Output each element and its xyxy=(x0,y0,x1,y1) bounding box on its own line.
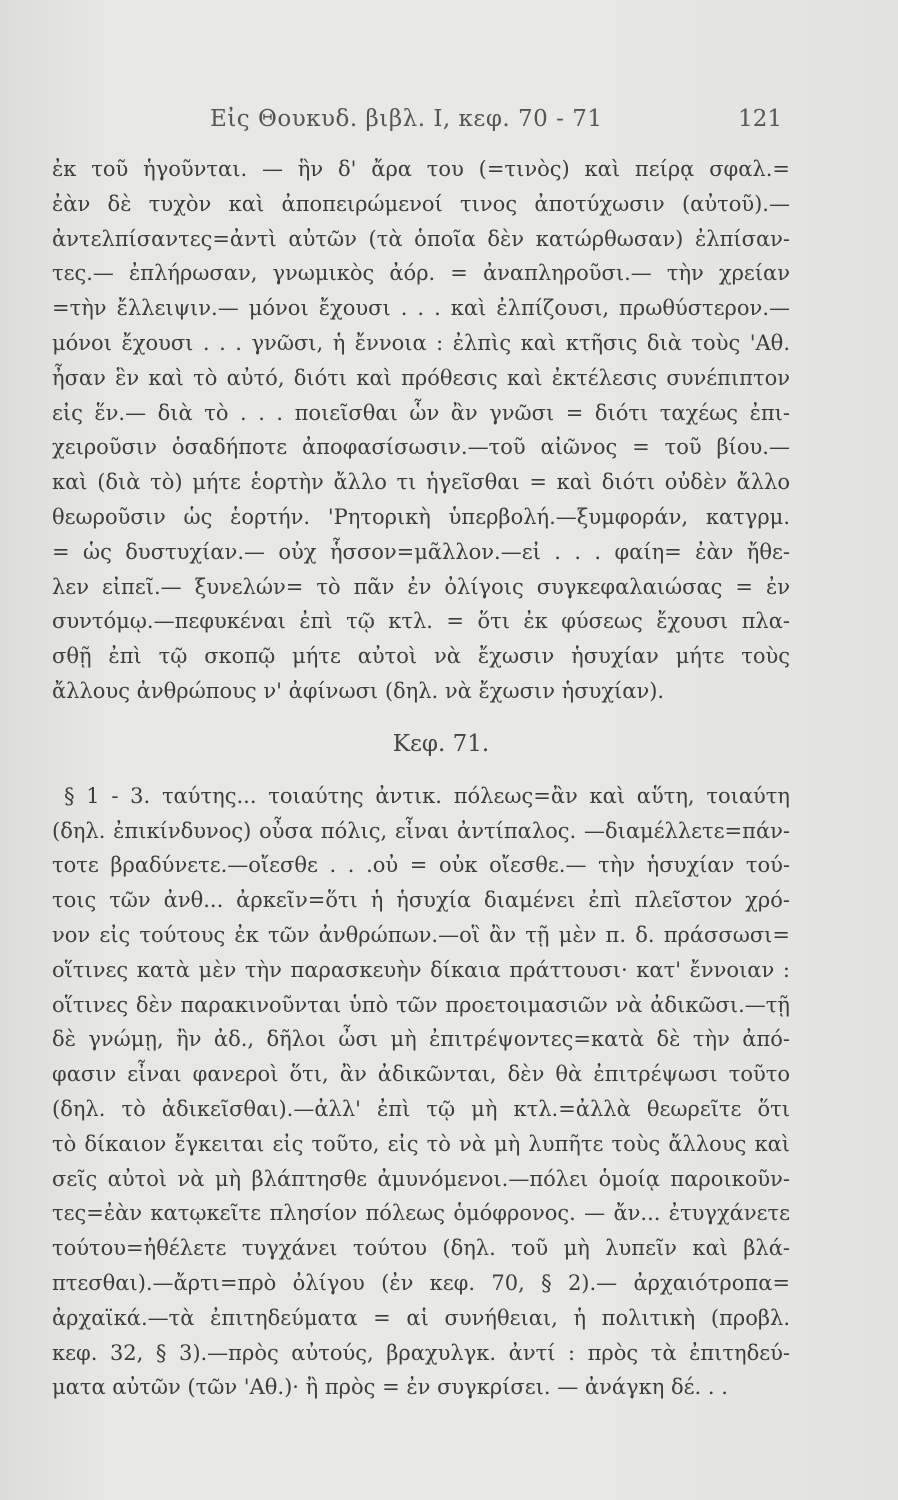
text-line: τὸ δίκαιον ἔγκειται εἰς τοῦτο, εἰς τὸ νὰ μὴ λυπῆτε τοὺς ἄλλους καὶ xyxy=(52,1131,790,1156)
running-head: Εἰς Θουκυδ. βιβλ. I, κεφ. 70 - 71 xyxy=(210,106,603,132)
chapter-heading: Κεφ. 71. xyxy=(392,730,490,757)
text-line: τοις τῶν ἀνθ... ἀρκεῖν=ὅτι ἡ ἡσυχία διαμένει ἐπὶ πλεῖστον χρό- xyxy=(52,888,790,913)
text-line: εἰς ἕν.— διὰ τὸ . . . ποιεῖσθαι ὧν ἂν γνῶσι = διότι ταχέως ἐπι- xyxy=(52,400,790,425)
text-line: πτεσθαι).—ἄρτι=πρὸ ὀλίγου (ἐν κεφ. 70, § 2).— ἀρχαιότροπα= xyxy=(52,1270,790,1295)
section-70-notes xyxy=(52,152,790,709)
text-line: = ὡς δυστυχίαν.— οὐχ ἧσσον=μᾶλλον.—εἰ . . . φαίη= ἐὰν ἤθε- xyxy=(52,539,790,564)
text-line: δὲ γνώμῃ, ἢν ἀδ., δῆλοι ὦσι μὴ ἐπιτρέψοντες=κατὰ δὲ τὴν ἀπό- xyxy=(52,1027,790,1052)
text-line: τες.— ἐπλήρωσαν, γνωμικὸς ἀόρ. = ἀναπληροῦσι.— τὴν χρείαν xyxy=(52,261,790,286)
text-line: συντόμῳ.—πεφυκέναι ἐπὶ τῷ κτλ. = ὅτι ἐκ φύσεως ἔχουσι πλα- xyxy=(52,609,790,634)
text-line: οἵτινες κατὰ μὲν τὴν παρασκευὴν δίκαια πράττουσι· κατ' ἔννοιαν : xyxy=(52,957,790,982)
text-line: καὶ (διὰ τὸ) μήτε ἑορτὴν ἄλλο τι ἡγεῖσθαι = καὶ διότι οὐδὲν ἄλλο xyxy=(52,470,790,495)
text-line: ἀρχαϊκά.—τὰ ἐπιτηδεύματα = αἱ συνήθειαι, ἡ πολιτικὴ (προβλ. xyxy=(52,1305,790,1330)
page-header xyxy=(210,106,790,140)
text-line: τες=ἐὰν κατῳκεῖτε πλησίον πόλεως ὁμόφρονος. — ἄν... ἐτυγχάνετε xyxy=(52,1201,790,1226)
text-line: θεωροῦσιν ὡς ἑορτήν. 'Ρητορικὴ ὑπερβολή.—ξυμφοράν, κατγρμ. xyxy=(52,504,790,529)
text-line: λεν εἰπεῖ.— ξυνελών= τὸ πᾶν ἐν ὀλίγοις συγκεφαλαιώσας = ἐν xyxy=(52,574,790,599)
text-line: ἐκ τοῦ ἡγοῦνται. — ἣν δ' ἄρα του (=τινὸς) καὶ πείρᾳ σφαλ.= xyxy=(52,157,790,181)
text-line: τοτε βραδύνετε.—οἴεσθε . . .οὐ = οὐκ οἴεσθε.— τὴν ἡσυχίαν τού- xyxy=(52,853,790,878)
text-line: τούτου=ἠθέλετε τυγχάνει τούτου (δηλ. τοῦ μὴ λυπεῖν καὶ βλά- xyxy=(52,1236,790,1261)
text-line: σεῖς αὐτοὶ νὰ μὴ βλάπτησθε ἀμυνόμενοι.—πόλει ὁμοίᾳ παροικοῦν- xyxy=(52,1166,790,1191)
text-line: ἦσαν ἓν καὶ τὸ αὐτό, διότι καὶ πρόθεσις καὶ ἐκτέλεσις συνέπιπτον xyxy=(52,365,790,390)
text-line: § 1 - 3. ταύτης... τοιαύτης ἀντικ. πόλεως=ἂν καὶ αὕτη, τοιαύτη xyxy=(64,783,790,808)
commentary-body xyxy=(52,152,790,1405)
text-line: οἵτινες δὲν παρακινοῦνται ὑπὸ τῶν προετοιμασιῶν νὰ ἀδικῶσι.—τῇ xyxy=(52,992,790,1017)
text-line: σθῇ ἐπὶ τῷ σκοπῷ μήτε αὐτοὶ νὰ ἔχωσιν ἡσυχίαν μήτε τοὺς xyxy=(52,644,790,669)
text-line: ματα αὐτῶν (τῶν 'Αθ.)· ἢ πρὸς = ἐν συγκρίσει. — ἀνάγκη δέ. . . xyxy=(52,1375,728,1400)
text-line: φασιν εἶναι φανεροὶ ὅτι, ἂν ἀδικῶνται, δὲν θὰ ἐπιτρέψωσι τοῦτο xyxy=(52,1062,790,1087)
text-line: ἀντελπίσαντες=ἀντὶ αὐτῶν (τὰ ὁποῖα δὲν κατώρθωσαν) ἐλπίσαν- xyxy=(52,226,790,251)
text-line: ἄλλους ἀνθρώπους ν' ἀφίνωσι (δηλ. νὰ ἔχωσιν ἡσυχίαν). xyxy=(52,678,665,703)
text-line: (δηλ. τὸ ἀδικεῖσθαι).—ἀλλ' ἐπὶ τῷ μὴ κτλ.=ἀλλὰ θεωρεῖτε ὅτι xyxy=(52,1096,790,1121)
text-line: ἐὰν δὲ τυχὸν καὶ ἀποπειρώμενοί τινος ἀποτύχωσιν (αὐτοῦ).— xyxy=(52,191,790,216)
text-line: =τὴν ἔλλειψιν.— μόνοι ἔχουσι . . . καὶ ἐλπίζουσι, πρωθύστερον.— xyxy=(52,296,790,321)
text-line: νον εἰς τούτους ἐκ τῶν ἀνθρώπων.—οἳ ἂν τῇ μὲν π. δ. πράσσωσι= xyxy=(52,922,790,947)
text-line: μόνοι ἔχουσι . . . γνῶσι, ἡ ἔννοια : ἐλπὶς καὶ κτῆσις διὰ τοὺς 'Αθ. xyxy=(52,330,790,355)
page-number: 121 xyxy=(738,106,782,132)
text-line: χειροῦσιν ὁσαδήποτε ἀποφασίσωσιν.—τοῦ αἰῶνος = τοῦ βίου.— xyxy=(52,435,790,460)
text-line: κεφ. 32, § 3).—πρὸς αὐτούς, βραχυλγκ. ἀντί : πρὸς τὰ ἐπιτηδεύ- xyxy=(52,1340,790,1365)
section-71-notes xyxy=(52,779,790,1405)
text-line: (δηλ. ἐπικίνδυνος) οὖσα πόλις, εἶναι ἀντίπαλος. —διαμέλλετε=πάν- xyxy=(52,818,790,843)
